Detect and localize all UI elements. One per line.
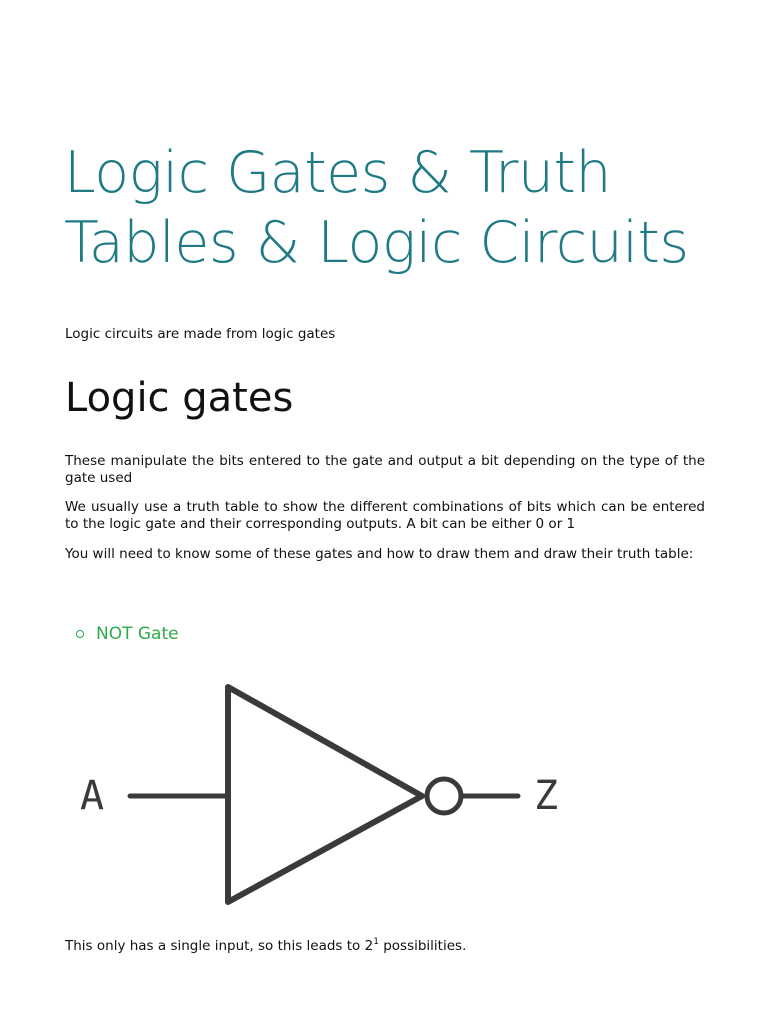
possibilities-text-start: This only has a single input, so this leads to 2 [65, 938, 374, 954]
paragraph-truth-table: We usually use a truth table to show the different combinations of bits which can be entered to the logic gate and their corresponding outputs. A bit can be either 0 or 1 [65, 499, 705, 532]
list-item-label: NOT Gate [96, 624, 179, 644]
intro-text: Logic circuits are made from logic gates [65, 326, 336, 342]
inversion-bubble-icon [427, 779, 461, 813]
input-label: A [80, 773, 105, 819]
paragraph-gate-description: These manipulate the bits entered to the gate and output a bit depending on the type of the gate used [65, 453, 705, 486]
paragraph-instructions: You will need to know some of these gates and how to draw them and draw their truth table: [65, 546, 694, 562]
not-gate-triangle-icon [228, 687, 422, 902]
possibilities-text-end: possibilities. [378, 938, 467, 954]
exponent: 1 [373, 936, 379, 947]
section-heading: Logic gates [65, 375, 294, 421]
possibilities-text [65, 937, 466, 955]
list-item-not-gate[interactable] [76, 622, 179, 646]
hollow-circle-bullet-icon [76, 630, 84, 638]
not-gate-diagram [60, 672, 580, 917]
output-label: Z [534, 773, 559, 819]
page-title: Logic Gates & Truth Tables & Logic Circuits [64, 140, 689, 276]
gate-list [76, 622, 179, 646]
